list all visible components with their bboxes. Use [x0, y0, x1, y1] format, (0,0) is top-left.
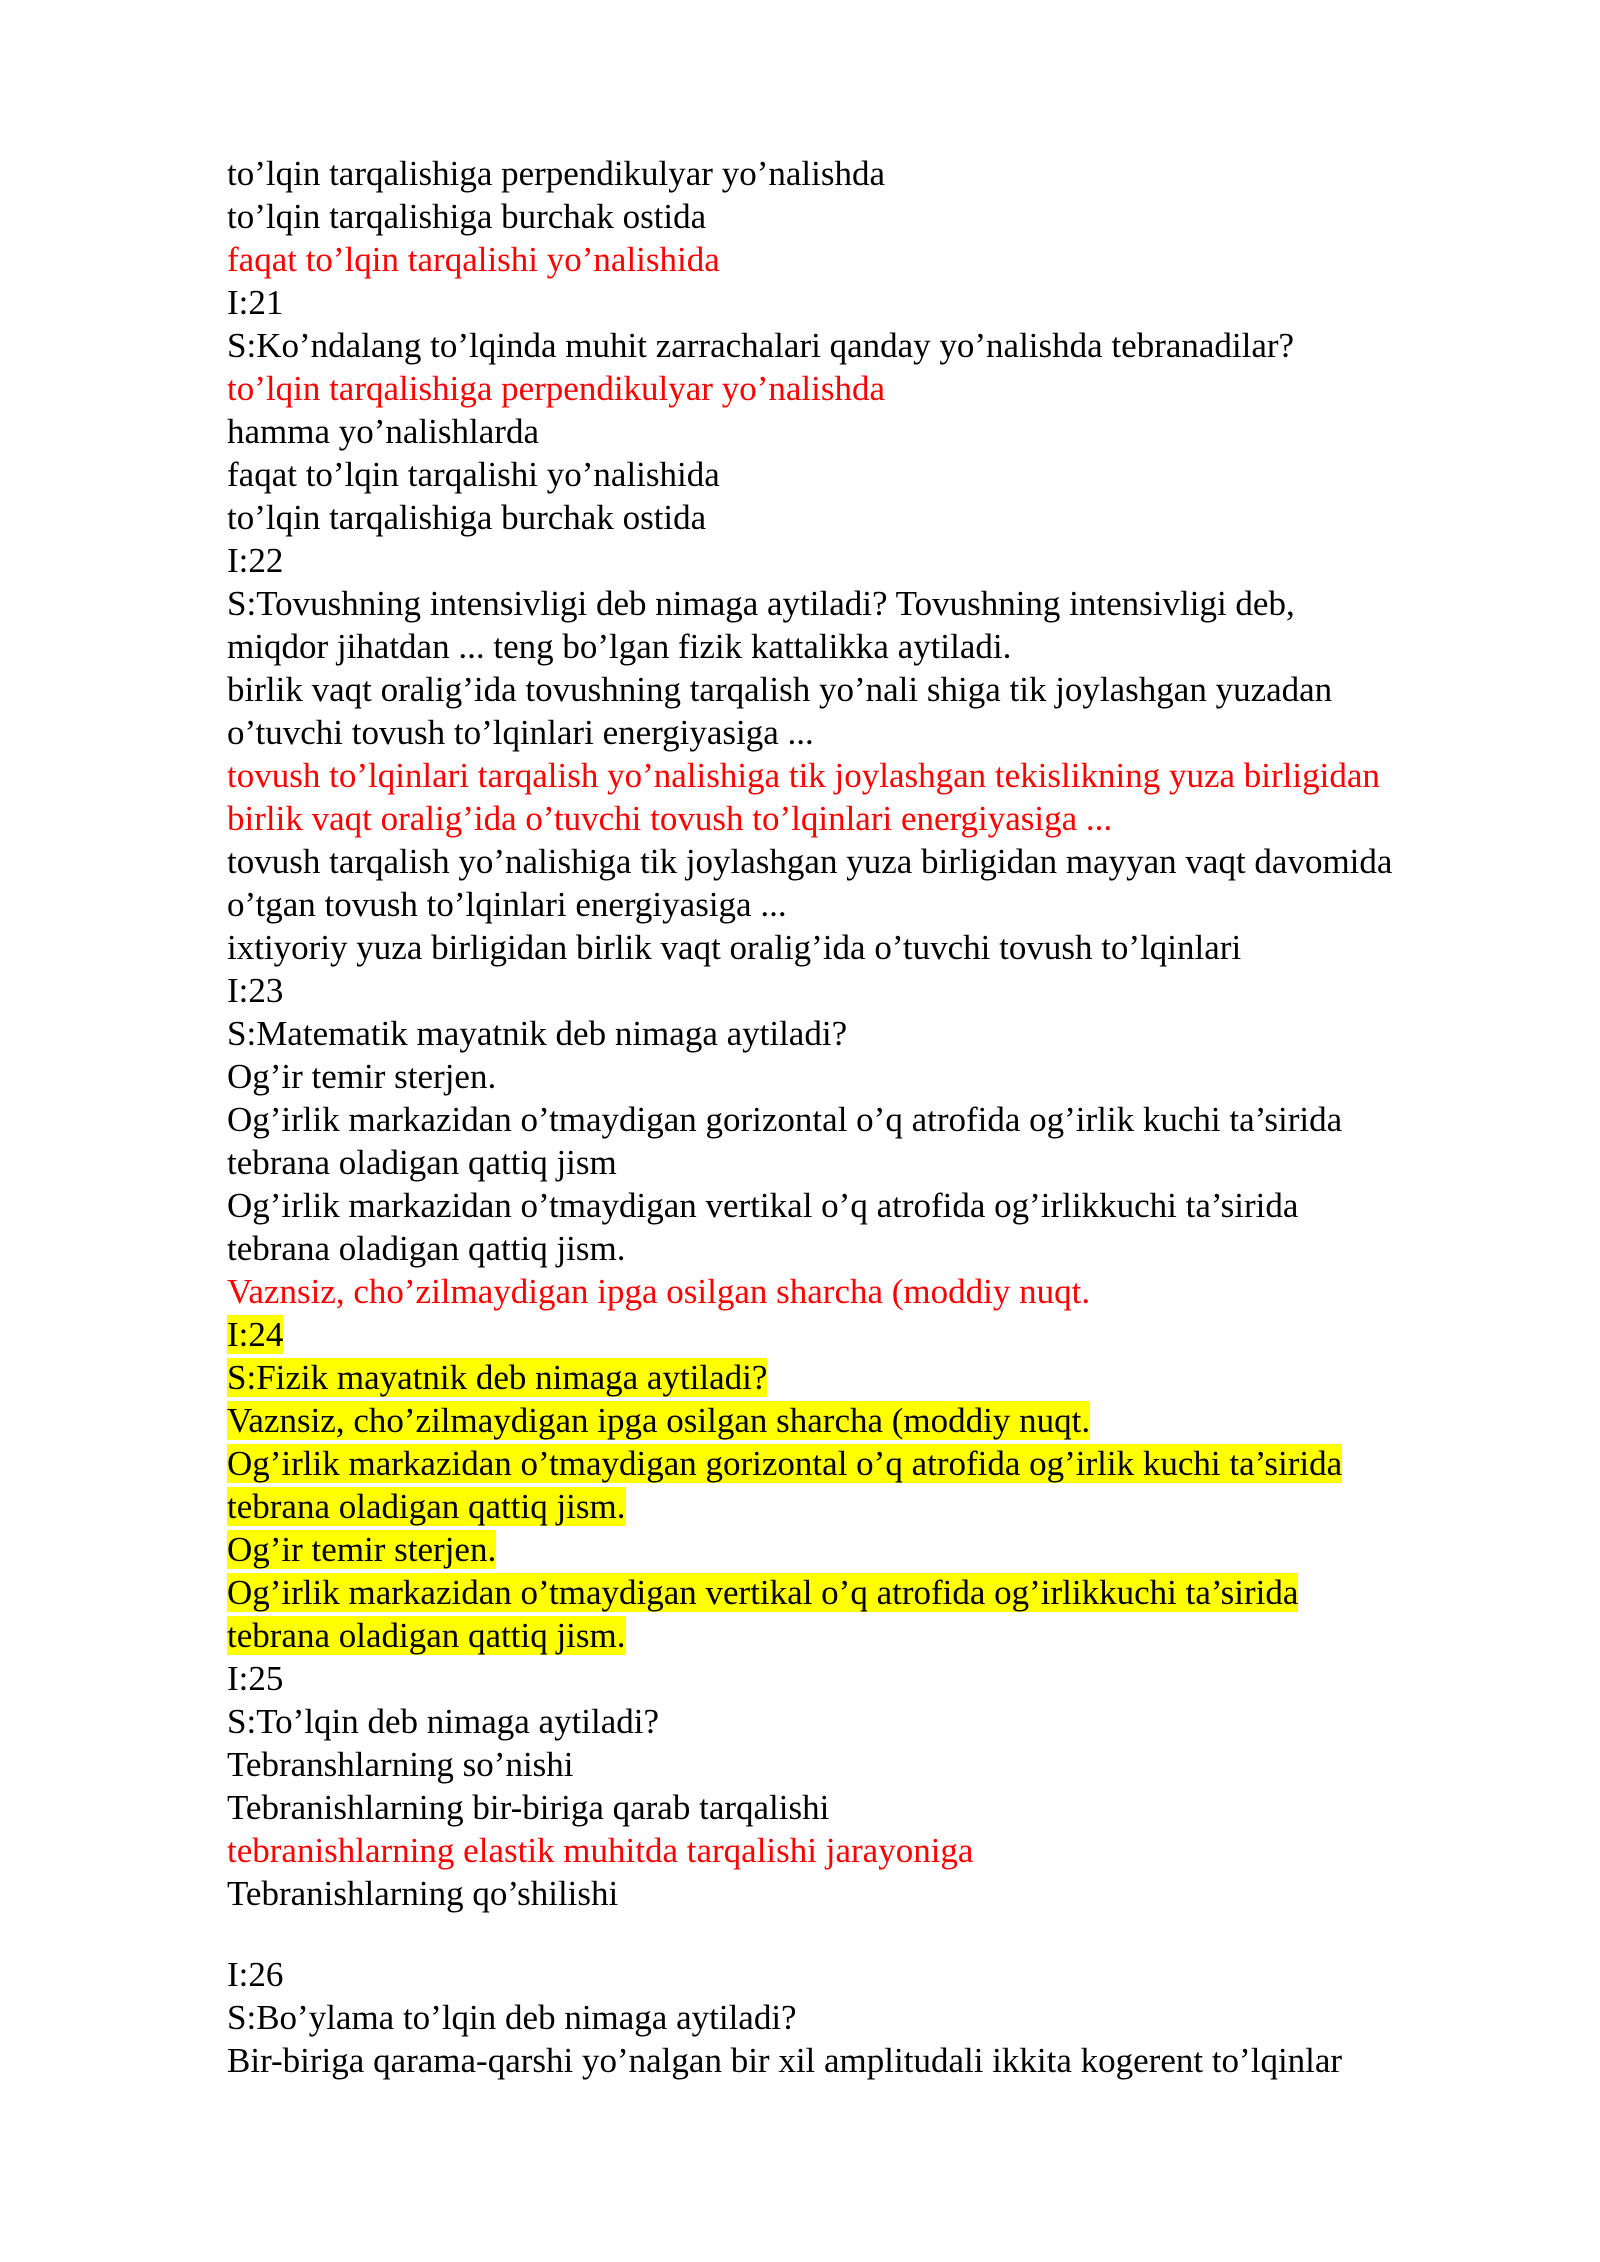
answer-option: Bir-biriga qarama-qarshi yo’nalgan bir xil amplitudali ikkita kogerent to’lqinlar — [227, 2041, 1343, 2080]
answer-option: faqat to’lqin tarqalishi yo’nalishida — [227, 455, 720, 494]
answer-option: o’tuvchi tovush to’lqinlari energiyasiga ... — [227, 713, 814, 752]
question-number-highlighted: I:24 — [227, 1315, 284, 1354]
question-text: S:Bo’ylama to’lqin deb nimaga aytiladi? — [227, 1998, 797, 2037]
answer-option-highlighted: tebrana oladigan qattiq jism. — [227, 1487, 626, 1526]
answer-option: o’tgan tovush to’lqinlari energiyasiga ... — [227, 885, 787, 924]
answer-option: Tebranishlarning bir-biriga qarab tarqalishi — [227, 1788, 830, 1827]
correct-answer: Vaznsiz, cho’zilmaydigan ipga osilgan sharcha (moddiy nuqt. — [227, 1272, 1091, 1311]
question-number: I:21 — [227, 283, 284, 322]
question-text: miqdor jihatdan ... teng bo’lgan fizik kattalikka aytiladi. — [227, 627, 1012, 666]
paragraph-spacer — [227, 1915, 1507, 1953]
document-body — [227, 152, 1507, 2082]
answer-option: Tebranshlarning so’nishi — [227, 1745, 574, 1784]
answer-option: hamma yo’nalishlarda — [227, 412, 539, 451]
correct-answer: faqat to’lqin tarqalishi yo’nalishida — [227, 240, 720, 279]
answer-option: Og’irlik markazidan o’tmaydigan gorizontal o’q atrofida og’irlik kuchi ta’sirida — [227, 1100, 1343, 1139]
answer-option: to’lqin tarqalishiga burchak ostida — [227, 498, 707, 537]
answer-option: birlik vaqt oralig’ida tovushning tarqalish yo’nali shiga tik joylashgan yuzadan — [227, 670, 1333, 709]
question-number: I:26 — [227, 1955, 284, 1994]
answer-option-highlighted: Og’irlik markazidan o’tmaydigan vertikal o’q atrofida og’irlikkuchi ta’sirida — [227, 1573, 1299, 1612]
question-number: I:25 — [227, 1659, 284, 1698]
answer-option: Tebranishlarning qo’shilishi — [227, 1874, 619, 1913]
answer-option-highlighted: Vaznsiz, cho’zilmaydigan ipga osilgan sharcha (moddiy nuqt. — [227, 1401, 1091, 1440]
answer-option: ixtiyoriy yuza birligidan birlik vaqt oralig’ida o’tuvchi tovush to’lqinlari — [227, 928, 1242, 967]
question-text-highlighted: S:Fizik mayatnik deb nimaga aytiladi? — [227, 1358, 768, 1397]
question-text: S:Ko’ndalang to’lqinda muhit zarrachalari qanday yo’nalishda tebranadilar? — [227, 326, 1295, 365]
answer-option: to’lqin tarqalishiga burchak ostida — [227, 197, 707, 236]
answer-option-highlighted: tebrana oladigan qattiq jism. — [227, 1616, 626, 1655]
question-text: S:To’lqin deb nimaga aytiladi? — [227, 1702, 660, 1741]
answer-option: Og’ir temir sterjen. — [227, 1057, 497, 1096]
answer-option: to’lqin tarqalishiga perpendikulyar yo’nalishda — [227, 154, 886, 193]
question-text: S:Tovushning intensivligi deb nimaga aytiladi? Tovushning intensivligi deb, — [227, 584, 1295, 623]
answer-option: tovush tarqalish yo’nalishiga tik joylashgan yuza birligidan mayyan vaqt davomida — [227, 842, 1393, 881]
question-number: I:23 — [227, 971, 284, 1010]
correct-answer: birlik vaqt oralig’ida o’tuvchi tovush to’lqinlari energiyasiga ... — [227, 799, 1113, 838]
question-text: S:Matematik mayatnik deb nimaga aytiladi? — [227, 1014, 848, 1053]
answer-option-highlighted: Og’ir temir sterjen. — [227, 1530, 497, 1569]
answer-option-highlighted: Og’irlik markazidan o’tmaydigan gorizontal o’q atrofida og’irlik kuchi ta’sirida — [227, 1444, 1343, 1483]
correct-answer: to’lqin tarqalishiga perpendikulyar yo’nalishda — [227, 369, 886, 408]
correct-answer: tovush to’lqinlari tarqalish yo’nalishiga tik joylashgan tekislikning yuza birligidan — [227, 756, 1380, 795]
answer-option: Og’irlik markazidan o’tmaydigan vertikal o’q atrofida og’irlikkuchi ta’sirida — [227, 1186, 1299, 1225]
question-number: I:22 — [227, 541, 284, 580]
answer-option: tebrana oladigan qattiq jism. — [227, 1229, 626, 1268]
correct-answer: tebranishlarning elastik muhitda tarqalishi jarayoniga — [227, 1831, 974, 1870]
answer-option: tebrana oladigan qattiq jism — [227, 1143, 617, 1182]
